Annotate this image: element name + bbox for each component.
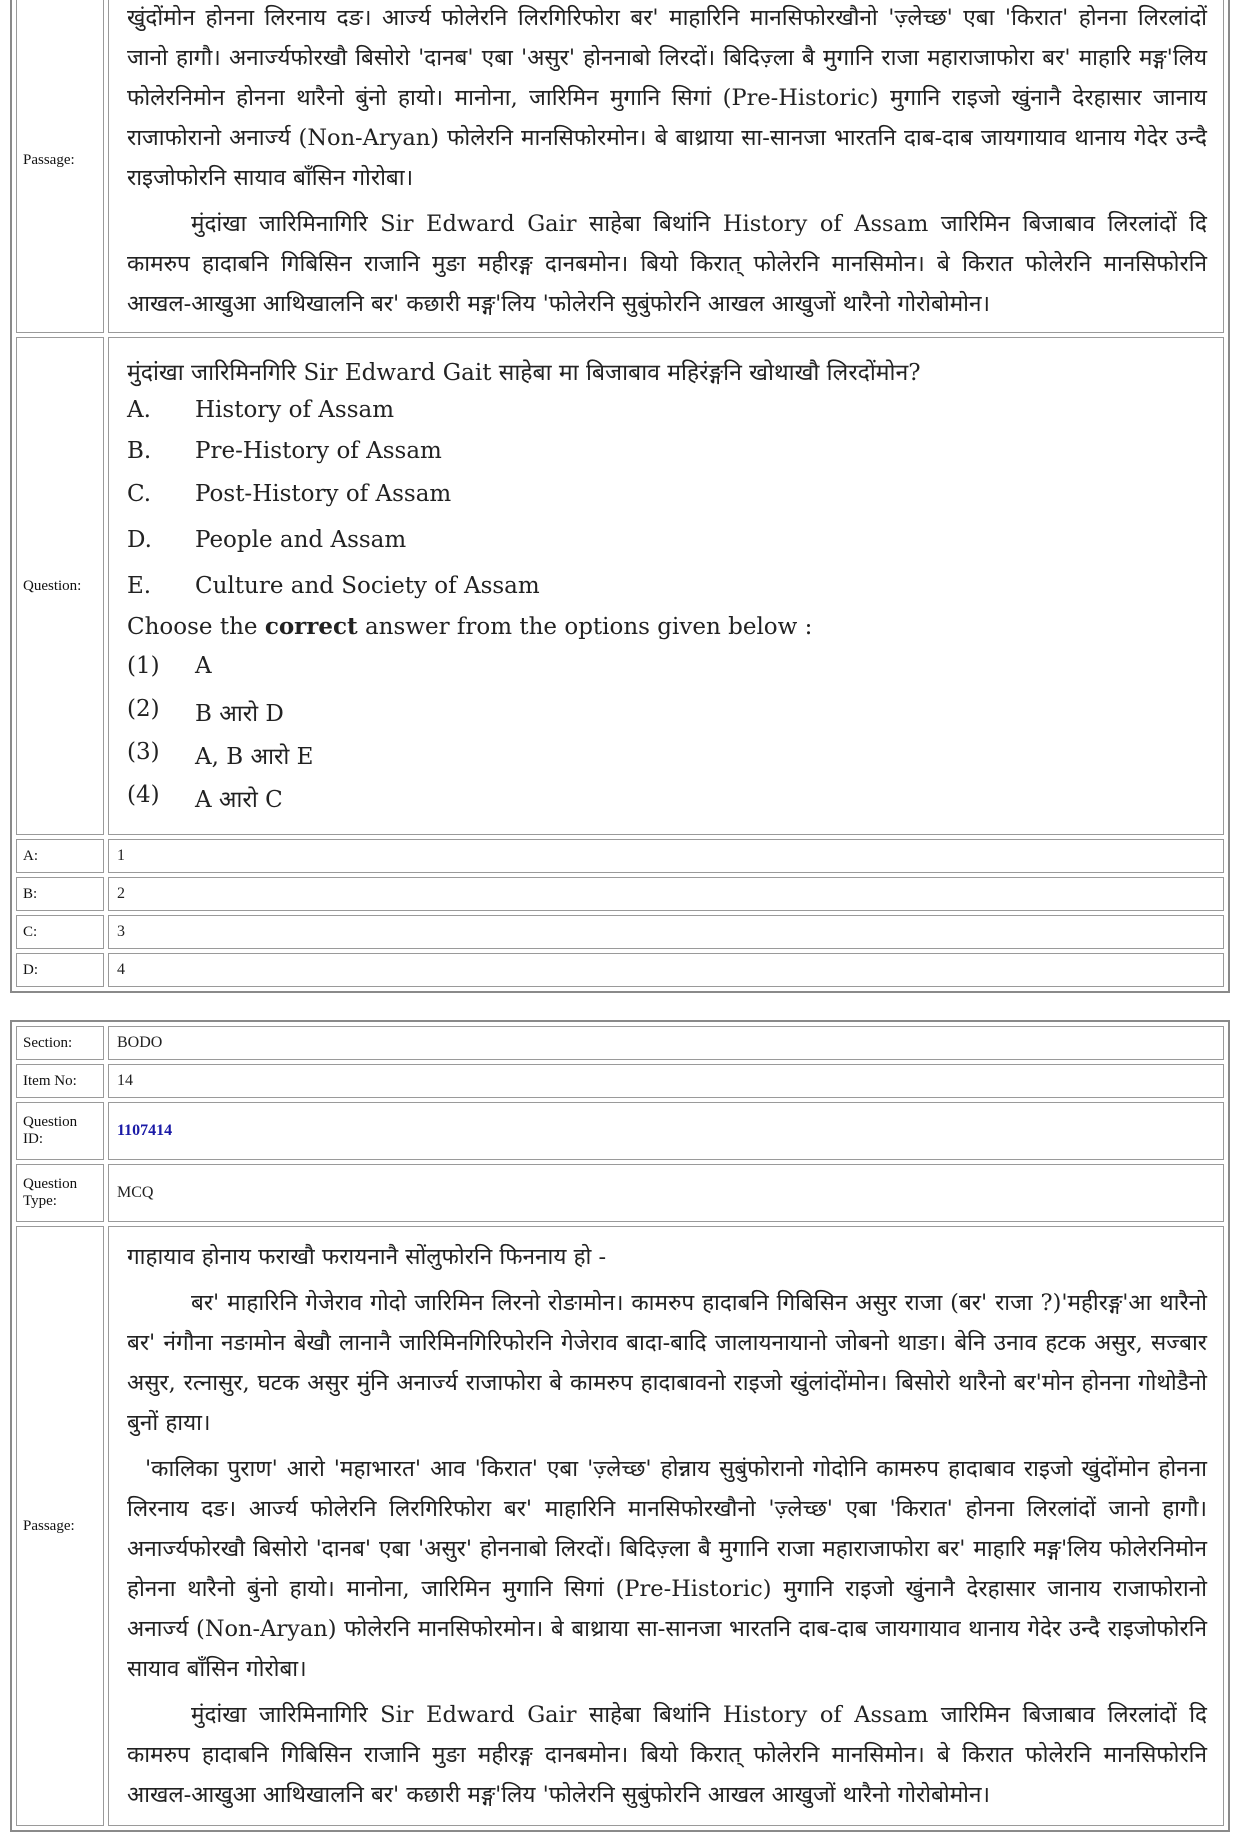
passage-paragraph: मुंदांखा जारिमिनागिरि Sir Edward Gair साहेबा बिथांनि History of Assam जारिमिन बिजाबाव लिरलांदों दि कामरुप हादाबनि गिबिसिन राजानि मुङा महीरङ्ग दानबमोन। बियो किरात् फोलेरनि मानसिमोन। बे किरात फोलेरनि मानसिफोरनि आखल-आखुआ आथिखालनि बर' कछारी मङ्ग'लिय 'फोलेरनि सुबुंफोरनि आखल आखुजों थारैनो गोरोबोमोन। bbox=[127, 1702, 1207, 1808]
option-b-value: 2 bbox=[108, 877, 1224, 911]
statement-item: C. Post-History of Assam bbox=[127, 480, 452, 507]
item-no-label: Item No: bbox=[16, 1064, 104, 1098]
option-c-value: 3 bbox=[108, 915, 1224, 949]
choice-item: (2) B आरो D bbox=[127, 695, 284, 727]
passage-paragraph: मुंदांखा जारिमिनागिरि Sir Edward Gair साहेबा बिथांनि History of Assam जारिमिन बिजाबाव लिरलांदों दि कामरुप हादाबनि गिबिसिन राजानि मुङा महीरङ्ग दानबमोन। बियो किरात् फोलेरनि मानसिमोन। बे किरात फोलेरनि मानसिफोरनि आखल-आखुआ आथिखालनि बर' कछारी मङ्ग'लिय 'फोलेरनि सुबुंफोरनि आखल आखुजों थारैनो गोरोबोमोन। bbox=[127, 210, 1207, 317]
question-type-value: MCQ bbox=[108, 1164, 1224, 1222]
question-text: मुंदांखा जारिमिनगिरि Sir Edward Gait साहेबा मा बिजाबाव महिरंङ्गनि खोथाखौ लिरदोंमोन? bbox=[127, 359, 921, 386]
option-b-label: B: bbox=[16, 877, 104, 911]
statement-item: B. Pre-History of Assam bbox=[127, 437, 442, 464]
statement-item: E. Culture and Society of Assam bbox=[127, 572, 540, 599]
question-block-13 bbox=[10, 0, 1230, 993]
section-value: BODO bbox=[108, 1026, 1224, 1060]
option-c-label: C: bbox=[16, 915, 104, 949]
choose-instruction: Choose the correct answer from the options given below : bbox=[127, 612, 813, 640]
passage-intro: गाहायाव होनाय फराखौ फरायनानै सोंलुफोरनि फिननाय हो - bbox=[127, 1244, 607, 1270]
passage-paragraph: खुंदोंमोन होनना लिरनाय दङ। आर्ज्य फोलेरनि लिरगिरिफोरा बर' माहारिनि मानसिफोरखौनो 'ज़्लेच्छ' एबा 'किरात' होनना लिरलांदों जानो हागौ। अनार्ज्यफोरखौ बिसोरो 'दानब' एबा 'असुर' होननाबो लिरदों। बिदिज़्ला बै मुगानि राजा महाराजाफोरा बर' माहारि मङ्ग'लिय फोलेरनिमोन होनना थारैनो बुंनो हायो। मानोना, जारिमिन मुगानि सिगां (Pre-Historic) मुगानि राइजो खुंनानै देरहासार जानाय राजाफोरानो अनार्ज्य (Non-Aryan) फोलेरनि मानसिफोरमोन। बे बाथ्राया सा-सानजा भारतनि दाब-दाब जायगायाव थानाय गेदेर उन्दै राइजोफोरनि सायाव बाँसिन गोरोबा। bbox=[127, 4, 1207, 191]
option-d-label: D: bbox=[16, 953, 104, 987]
question-block-14 bbox=[10, 1020, 1230, 1832]
question-id-link[interactable]: 1107414 bbox=[117, 1122, 173, 1139]
statement-item: D. People and Assam bbox=[127, 526, 407, 553]
question-label: Question: bbox=[16, 337, 104, 835]
question-id-label: Question ID: bbox=[16, 1102, 104, 1160]
question-cell bbox=[108, 337, 1224, 835]
option-a-label: A: bbox=[16, 839, 104, 873]
section-label: Section: bbox=[16, 1026, 104, 1060]
statement-item: A. History of Assam bbox=[127, 396, 395, 423]
item-no-value: 14 bbox=[108, 1064, 1224, 1098]
choice-item: (1) A bbox=[127, 652, 212, 679]
passage-cell bbox=[108, 1226, 1224, 1826]
passage-label: Passage: bbox=[16, 1226, 104, 1826]
choice-item: (4) A आरो C bbox=[127, 781, 283, 813]
question-type-label: Question Type: bbox=[16, 1164, 104, 1222]
option-d-value: 4 bbox=[108, 953, 1224, 987]
option-a-value: 1 bbox=[108, 839, 1224, 873]
passage-paragraph: बर' माहारिनि गेजेराव गोदो जारिमिन लिरनो रोङामोन। कामरुप हादाबनि गिबिसिन असुर राजा (बर' राजा ?)'महीरङ्ग'आ थारैनो बर' नंगौना नङामोन बेखौ लानानै जारिमिनगिरिफोरनि गेजेराव बादा-बादि जालायनायानो जोबनो थाङा। बेनि उनाव हटक असुर, सज्बार असुर, रत्नासुर, घटक असुर मुंनि अनार्ज्य राजाफोरा बे कामरुप हादाबावनो राइजो खुंलांदोंमोन। बिसोरो थारैनो बर'मोन होनना गोथोडैनो बुनों हाया। bbox=[127, 1290, 1207, 1436]
passage-label: Passage: bbox=[16, 0, 104, 333]
choice-item: (3) A, B आरो E bbox=[127, 738, 314, 770]
passage-cell bbox=[108, 0, 1224, 333]
passage-paragraph: 'कालिका पुराण' आरो 'महाभारत' आव 'किरात' एबा 'ज़्लेच्छ' होन्नाय सुबुंफोरानो गोदोनि कामरुप हादाबाव राइजो खुंदोंमोन होनना लिरनाय दङ। आर्ज्य फोलेरनि लिरगिरिफोरा बर' माहारिनि मानसिफोरखौनो 'ज़्लेच्छ' एबा 'किरात' होनना लिरलांदों जानो हागौ। अनार्ज्यफोरखौ बिसोरो 'दानब' एबा 'असुर' होननाबो लिरदों। बिदिज़्ला बै मुगानि राजा महाराजाफोरा बर' माहारि मङ्ग'लिय फोलेरनिमोन होनना थारैनो बुंनो हायो। मानोना, जारिमिन मुगानि सिगां (Pre-Historic) मुगानि राइजो खुंनानै देरहासार जानाय राजाफोरानो अनार्ज्य (Non-Aryan) फोलेरनि मानसिफोरमोन। बे बाथ्राया सा-सानजा भारतनि दाब-दाब जायगायाव थानाय गेदेर उन्दै राइजोफोरनि सायाव बाँसिन गोरोबा। bbox=[127, 1456, 1207, 1682]
question-id-value bbox=[108, 1102, 1224, 1160]
